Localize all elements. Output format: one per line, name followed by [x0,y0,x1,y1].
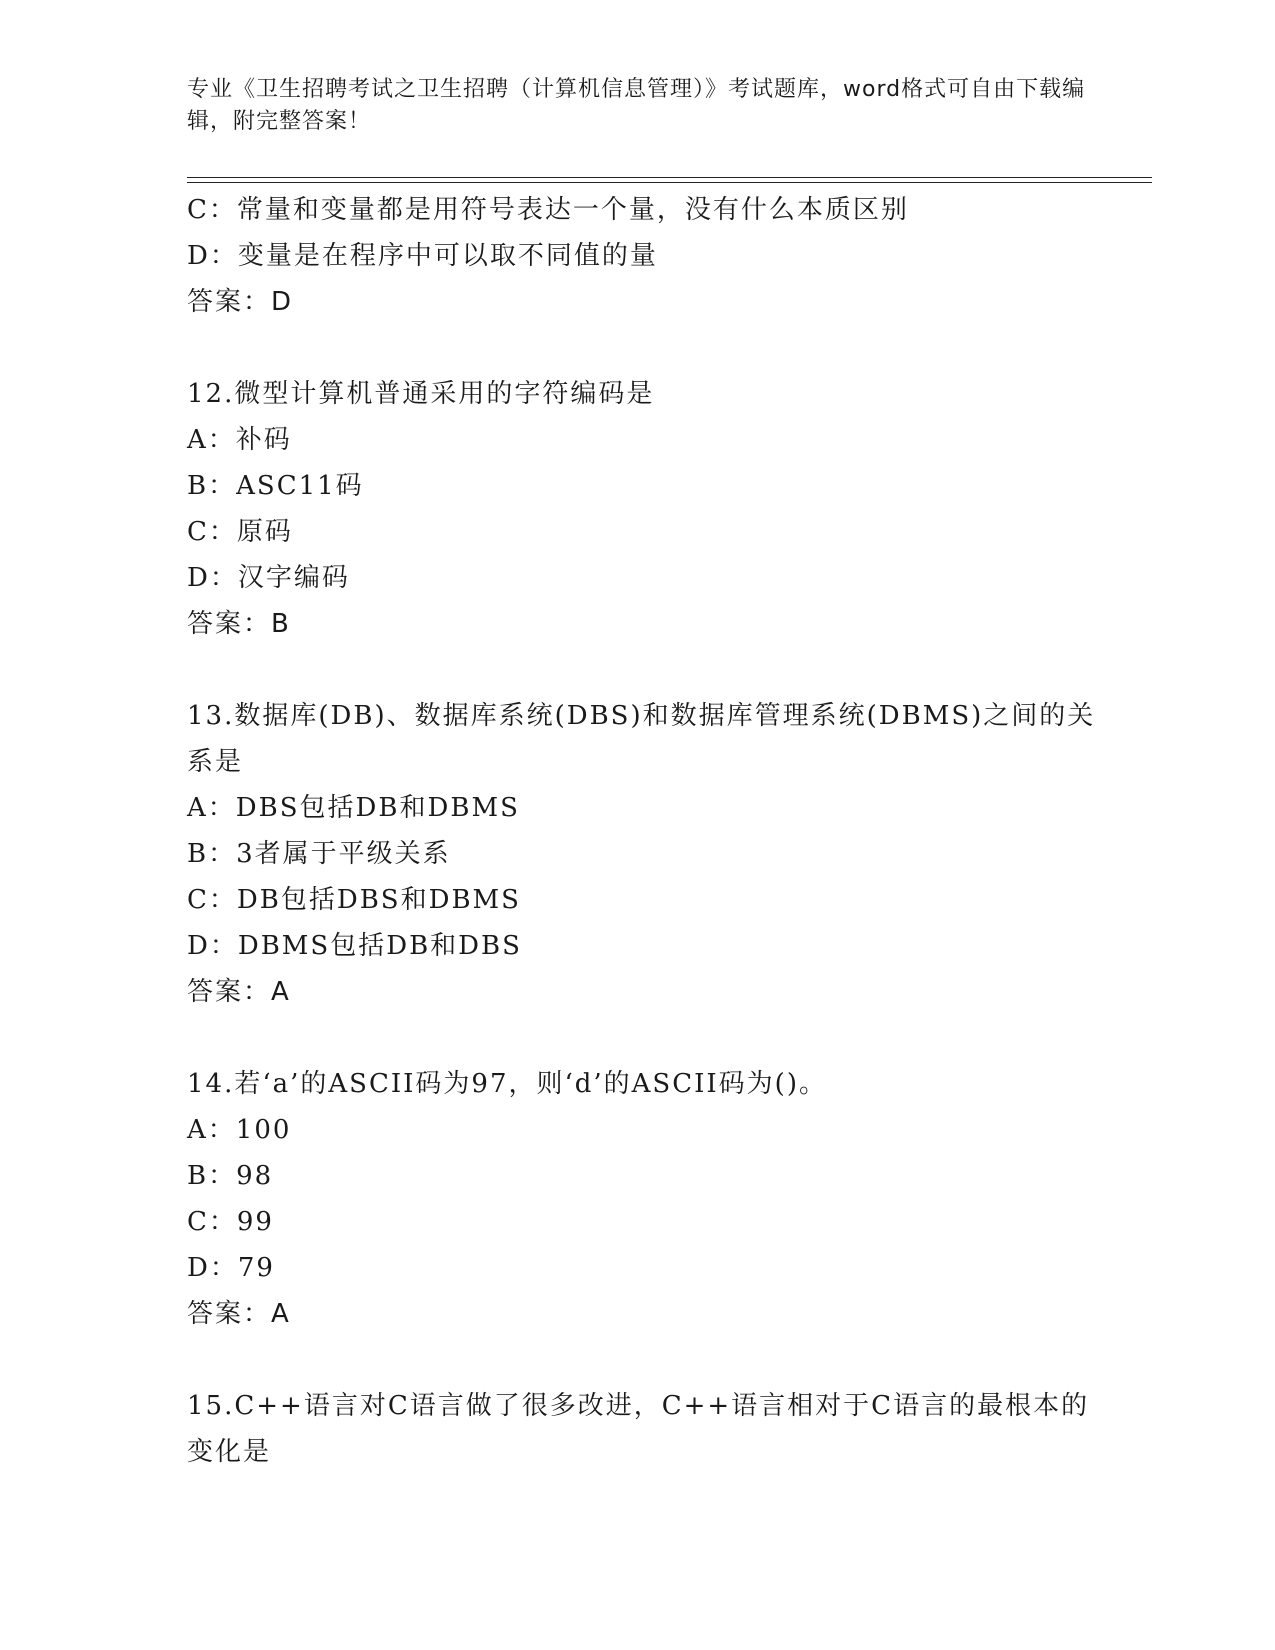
question-block-14 [187,1061,1087,1337]
question-block-13 [187,693,1096,1015]
spacer [187,1337,1087,1383]
option-c: C：99 [187,1207,274,1237]
question-block-15 [187,1383,1090,1475]
option-a: A：补码 [187,425,292,455]
option-d: D：变量是在程序中可以取不同值的量 [187,241,658,271]
option-a: A：DBS包括DB和DBMS [187,793,520,823]
question-block-prev [187,187,1087,325]
question-stem: 14.若‘a’的ASCII码为97，则‘d’的ASCII码为()。 [187,1069,827,1099]
option-c: C：常量和变量都是用符号表达一个量，没有什么本质区别 [187,195,909,225]
option-d: D：DBMS包括DB和DBS [187,931,522,961]
header-divider-bottom [187,182,1152,183]
option-b: B：ASC11码 [187,471,364,501]
question-stem: 12.微型计算机普通采用的字符编码是 [187,379,655,409]
option-d: D：79 [187,1253,275,1283]
question-stem-line-2: 系是 [187,747,244,777]
option-b: B：3者属于平级关系 [187,839,451,869]
option-a: A：100 [187,1115,292,1145]
spacer [187,1015,1087,1061]
option-d: D：汉字编码 [187,563,350,593]
question-block-12 [187,371,1087,647]
answer-label: 答案：A [187,1299,291,1329]
document-header [187,74,1087,138]
option-c: C：DB包括DBS和DBMS [187,885,521,915]
question-stem-line-1: 13.数据库(DB)、数据库系统(DBS)和数据库管理系统(DBMS)之间的关 [187,701,1096,731]
question-stem-line-2: 变化是 [187,1437,272,1467]
answer-label: 答案：B [187,609,291,639]
header-title: 专业《卫生招聘考试之卫生招聘（计算机信息管理）》考试题库，word格式可自由下载编辑，附完整答案！ [187,77,1086,134]
option-b: B：98 [187,1161,274,1191]
spacer [187,647,1087,693]
spacer [187,325,1087,371]
option-c: C：原码 [187,517,293,547]
header-divider-top [187,177,1152,178]
answer-label: 答案：D [187,287,294,317]
question-list [187,187,1096,1475]
answer-label: 答案：A [187,977,291,1007]
question-stem-line-1: 15.C++语言对C语言做了很多改进，C++语言相对于C语言的最根本的 [187,1391,1090,1421]
